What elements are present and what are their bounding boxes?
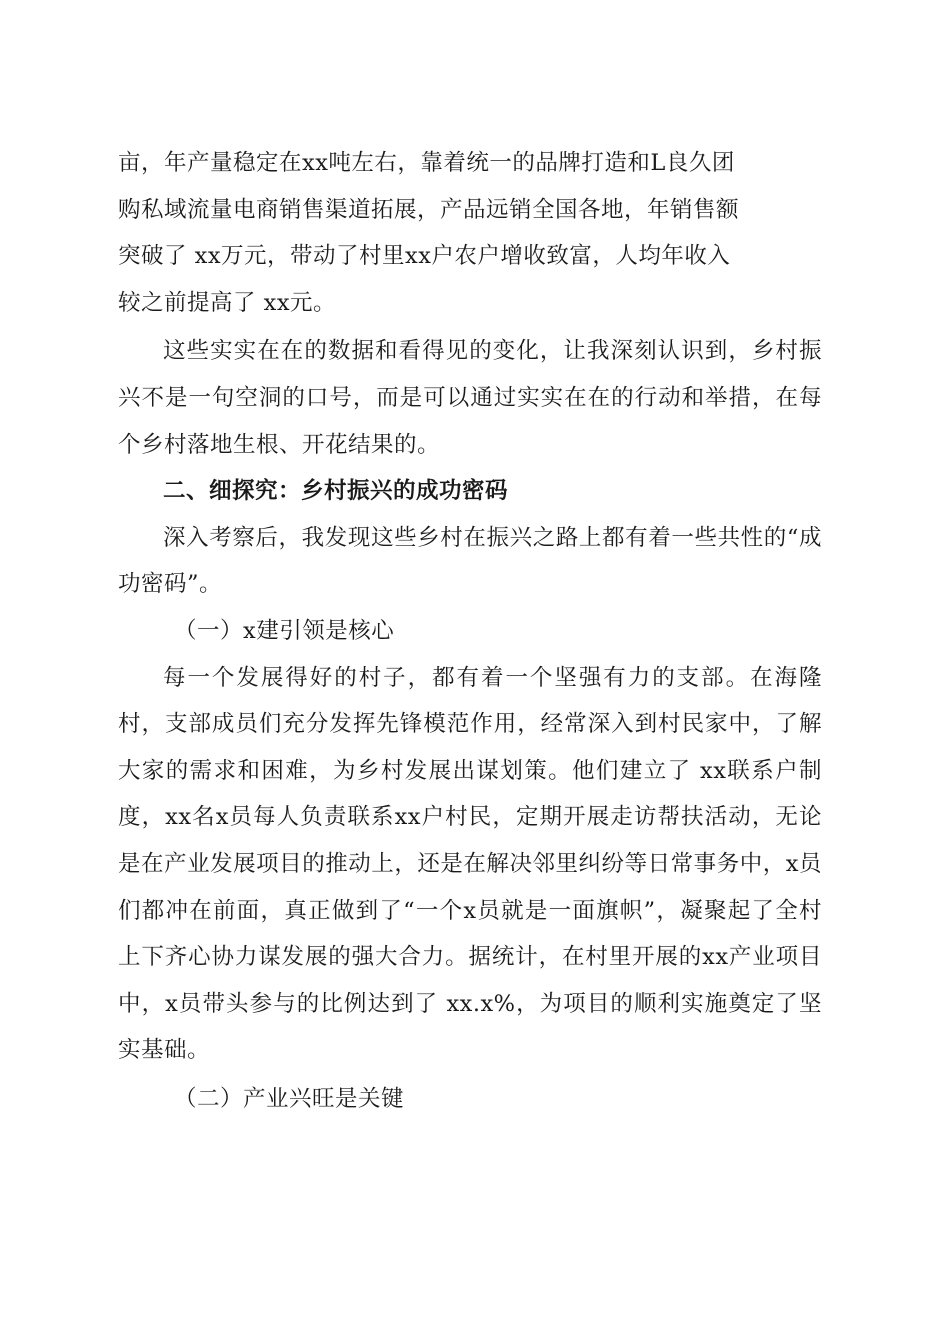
paragraph-reflection: 这些实实在在的数据和看得见的变化，让我深刻认识到，乡村振兴不是一句空洞的口号，而是可以通过实实在在的行动和举措，在每个乡村落地生根、开花结果的。 [118,338,822,458]
section-heading-success-code: 二、细探究：乡村振兴的成功密码 [163,478,509,505]
paragraph-continued-line-1: 亩，年产量稳定在xx吨左右，靠着统一的品牌打造和L良久团 [118,150,735,176]
document-body [118,140,822,1122]
paragraph-continued-line-4: 较之前提高了 xx元。 [118,289,337,316]
subsection-heading-2: （二）产业兴旺是关键 [174,1085,405,1112]
paragraph-intro-success-code: 深入考察后，我发现这些乡村在振兴之路上都有着一些共性的“成功密码”。 [118,524,822,598]
paragraph-party-leadership: 每一个发展得好的村子，都有着一个坚强有力的支部。在海隆村，支部成员们充分发挥先锋模范作用，经常深入到村民家中，了解大家的需求和困难，为乡村发展出谋划策。他们建立了 xx联系户制度，xx名x员每人负责联系xx户村民，定期开展走访帮扶活动，无论是在产业发展项目的推动上，还是在解决邻里纠纷等日常事务中，x员们都冲在前面，真正做到了“一个x员就是一面旗帜”，凝聚起了全村上下齐心协力谋发展的强大合力。据统计，在村里开展的xx产业项目中，x员带头参与的比例达到了 xx.x%，为项目的顺利实施奠定了坚实基础。 [118,664,822,1064]
paragraph-continued-line-3: 突破了 xx万元，带动了村里xx户农户增收致富，人均年收入 [118,243,731,270]
paragraph-continued-line-2: 购私域流量电商销售渠道拓展，产品远销全国各地，年销售额 [118,196,740,223]
subsection-heading-1: （一）x建引领是核心 [174,617,395,644]
